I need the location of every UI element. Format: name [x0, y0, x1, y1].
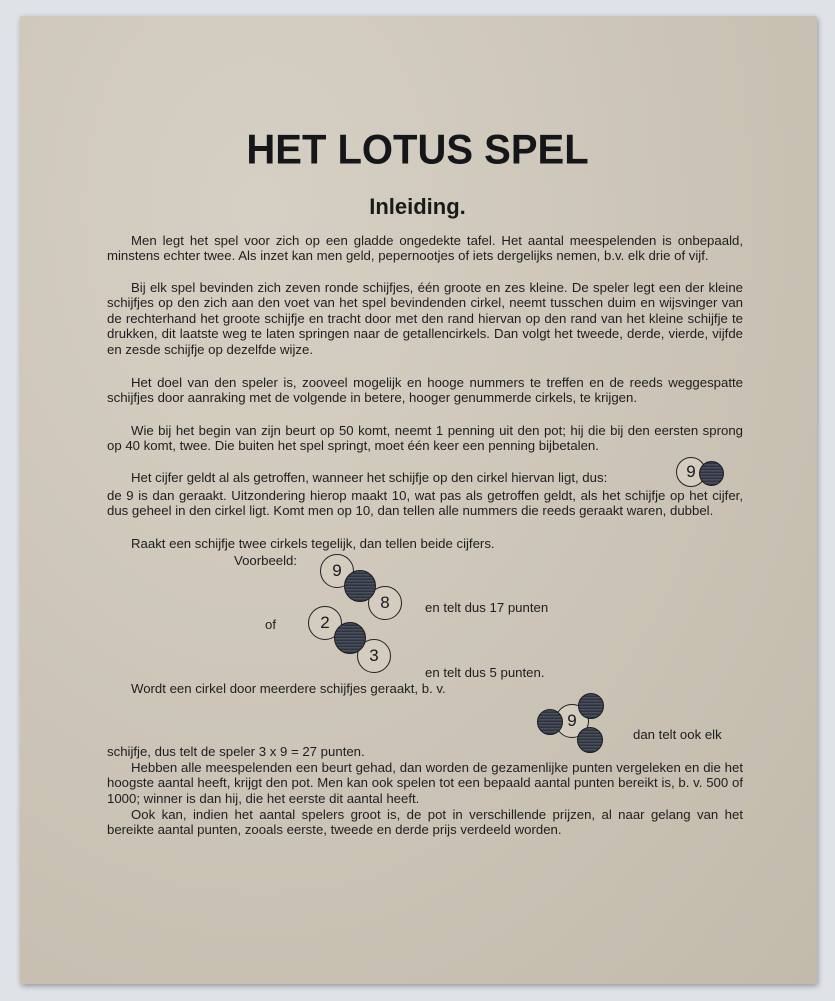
- paragraph-goal: Het doel van den speler is, zooveel mogelijk en hooge nummers te treffen en de reeds weggespatte schijfjes door aanraking met de volgende in betere, hooger genummerde cirkels, te krijgen.: [107, 375, 743, 406]
- disc-example-1: [344, 570, 376, 602]
- paragraph-two-circles: Raakt een schijfje twee cirkels tegelijk, dan tellen beide cijfers.: [131, 536, 495, 551]
- section-heading: Inleiding.: [369, 194, 466, 219]
- number-circle-9: 9: [320, 554, 354, 588]
- disc-example-2: [334, 622, 366, 654]
- number-circle-inline: 9: [676, 457, 706, 487]
- disc-left: [537, 709, 563, 735]
- example-result-5: en telt dus 5 punten.: [425, 665, 545, 680]
- disc-top-right: [578, 693, 604, 719]
- paragraph-penning: Wie bij het begin van zijn beurt op 50 komt, neemt 1 penning uit den pot; hij die bij den eersten sprong op 40 komt, twee. Die buiten het spel springt, moet één keer een penning bijbetalen.: [107, 423, 743, 454]
- disc-bottom-right: [577, 727, 603, 753]
- disc-inline: [699, 461, 724, 486]
- paragraph-discs: Bij elk spel bevinden zich zeven ronde schijfjes, één groote en zes kleine. De speler legt een der kleine schijfjes op den zich aan den voet van het spel bevindenden cirkel, neemt tusschen duim en wijsvinger van de rechterhand het groote schijfje en tracht door met den rand hiervan op den rand van het kleine schijfje te drukken, dit laatste weg te laten springen naar de getallencirkels. Dan volgt het tweede, derde, vierde, vijfde en zesde schijfje op dezelfde wijze.: [107, 280, 743, 357]
- number-circle-3: 3: [357, 639, 391, 673]
- number-circle-8: 8: [368, 586, 402, 620]
- paragraph-ten-rule: de 9 is dan geraakt. Uitzondering hierop maakt 10, wat pas als getroffen geldt, als het schijfje op het cijfer, dus geheel in den cirkel ligt. Komt men op 10, dan tellen alle nummers die reeds geraakt waren, dubbel.: [107, 488, 743, 519]
- number-circle-9-multi: 9: [555, 704, 589, 738]
- paragraph-pot: Hebben alle meespelenden een beurt gehad, dan worden de gezamenlijke punten vergeleken en die het hoogste aantal heeft, krijgt den pot. Men kan ook spelen tot een bepaald aantal punten bereikt is, b. v. 500 of 1000; winner is dan hij, die het eerste dit aantal heeft.: [107, 760, 743, 806]
- paragraph-intro: Men legt het spel voor zich op een gladde ongedekte tafel. Het aantal meespelenden is onbepaald, minstens echter twee. Als inzet kan men geld, pepernootjes of iets dergelijks nemen, b.v. elk drie of vijf.: [107, 233, 743, 264]
- example-result-17: en telt dus 17 punten: [425, 600, 549, 615]
- number-circle-2: 2: [308, 606, 342, 640]
- paragraph-multiple-discs: Wordt een cirkel door meerdere schijfjes geraakt, b. v.: [131, 681, 446, 696]
- paragraph-hit-rule: Het cijfer geldt al als getroffen, wanneer het schijfje op den cirkel hiervan ligt, dus:: [131, 470, 608, 485]
- paragraph-each-counts: dan telt ook elk: [633, 727, 722, 742]
- paragraph-prizes: Ook kan, indien het aantal spelers groot is, de pot in verschillende prijzen, al naar gelang van het bereikte aantal punten, zooals eerste, tweede en derde prijs verdeeld worden.: [107, 807, 743, 838]
- paragraph-score-27: schijfje, dus telt de speler 3 x 9 = 27 punten.: [107, 744, 365, 759]
- or-label: of: [265, 617, 276, 632]
- page-title: HET LOTUS SPEL: [246, 126, 589, 174]
- example-label: Voorbeeld:: [234, 553, 298, 568]
